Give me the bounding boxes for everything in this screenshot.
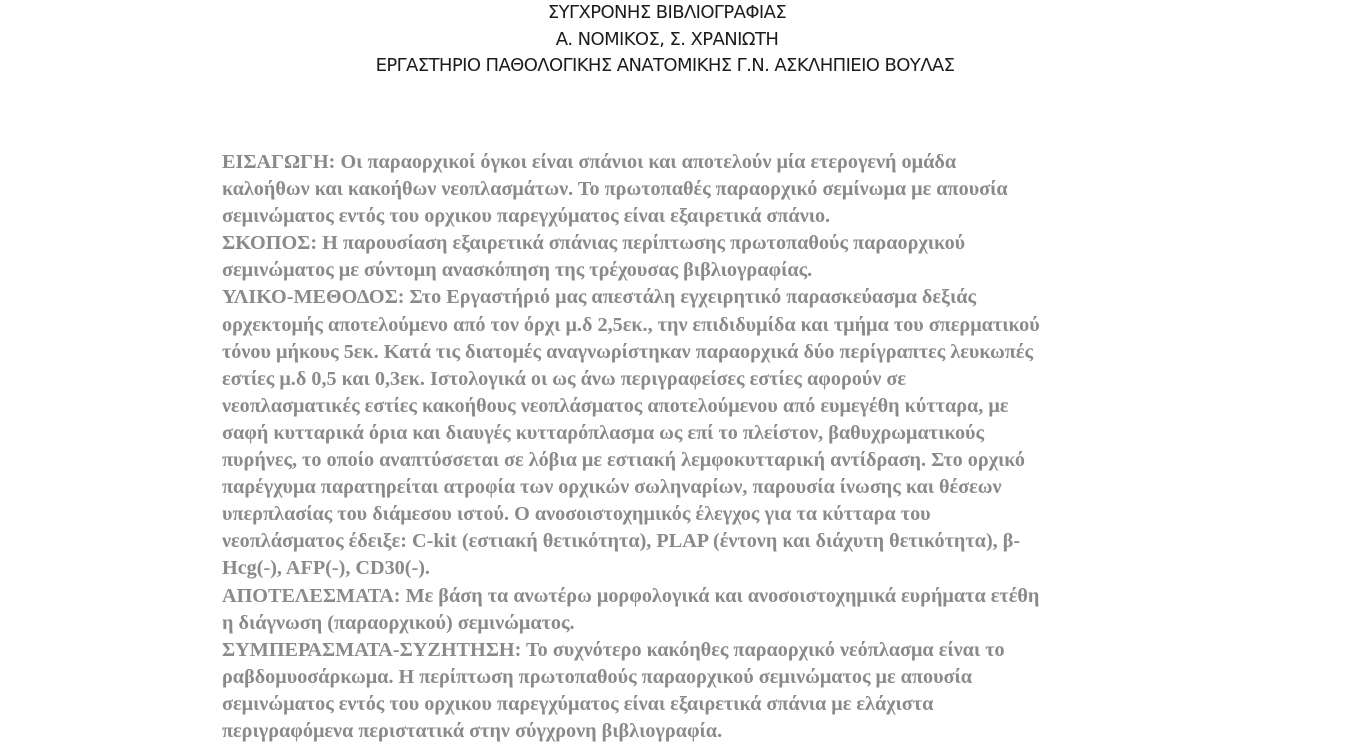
section-text-aim: Η παρουσίαση εξαιρετικά σπάνιας περίπτωσης πρωτοπαθούς παραορχικού σεμινώματος με σύντομη ανασκόπηση της τρέχουσας βιβλιογραφίας. (222, 232, 966, 282)
section-text-methods: Στο Εργαστήριό μας απεστάλη εγχειρητικό παρασκεύασμα δεξιάς ορχεκτομής αποτελούμενο από τον όρχι μ.δ 2,5εκ., την επιδιδυμίδα και τμήμα του σπερματικού τόνου μήκους 5εκ. Κατά τις διατομές αναγνωρίστηκαν παραορχικά δύο περίγραπτες λευκωπές εστίες μ.δ 0,5 και 0,3εκ. Ιστολογικά οι ως άνω περιγραφείσες εστίες αφορούν σε νεοπλασματικές εστίες κακοήθους νεοπλάσματος αποτελούμενου από ευμεγέθη κύτταρα, με σαφή κυτταρικά όρια και διαυγές κυτταρόπλασμα ως επί το πλείστον, βαθυχρωματικούς πυρήνες, το οποίο αναπτύσσεται σε λόβια με εστιακή λεμφοκυτταρική αντίδραση. Στο ορχικό παρέγχυμα παρατηρείται ατροφία των ορχικών σωληναρίων, παρουσία ίνωσης και θέσεων υπερπλασίας του διάμεσου ιστού. Ο ανοσοιστοχημικός έλεγχος για τα κύτταρα του νεοπλάσματος έδειξε: C-kit (εστιακή θετικότητα), PLAP (έντονη και διάχυτη θετικότητα), β- Hcg(-), AFP(-), CD30(-). (222, 286, 1040, 580)
section-label-results: ΑΠΟΤΕΛΕΣΜΑΤΑ: (222, 584, 401, 607)
section-label-introduction: ΕΙΣΑΓΩΓΗ: (222, 151, 336, 173)
section-aim (222, 230, 1137, 284)
section-label-methods: ΥΛΙΚΟ-ΜΕΘΟΔΟΣ: (222, 286, 405, 309)
section-conclusions (222, 637, 1137, 745)
section-label-aim: ΣΚΟΠΟΣ: (222, 232, 318, 255)
header-line-subtitle: ΣΥΓΧΡΟΝΗΣ ΒΙΒΛΙΟΓΡΑΦΙΑΣ (547, 2, 787, 23)
section-text-results: Με βάση τα ανωτέρω μορφολογικά και ανοσοιστοχημικά ευρήματα ετέθη η διάγνωση (παραορχικού) σεμινώματος. (222, 584, 1040, 634)
abstract-body (222, 149, 1137, 745)
section-results (222, 583, 1137, 637)
section-label-conclusions: ΣΥΜΠΕΡΑΣΜΑΤΑ-ΣΥΖΗΤΗΣΗ: (222, 638, 522, 661)
section-methods (222, 284, 1137, 582)
section-text-introduction: Οι παραορχικοί όγκοι είναι σπάνιοι και αποτελούν μία ετερογενή ομάδα καλοήθων και κακοήθων νεοπλασμάτων. Το πρωτοπαθές παραορχικό σεμίνωμα με απουσία σεμινώματος εντός του ορχικου παρεγχύματος είναι εξαιρετικά σπάνιο. (222, 151, 1008, 228)
header-line-authors: Α. ΝΟΜΙΚΟΣ, Σ. ΧΡΑΝΙΩΤΗ (555, 29, 779, 50)
section-introduction (222, 149, 1137, 230)
header-line-affiliation: ΕΡΓΑΣΤΗΡΙΟ ΠΑΘΟΛΟΓΙΚΗΣ ΑΝΑΤΟΜΙΚΗΣ Γ.Ν. ΑΣΚΛΗΠΙΕΙΟ ΒΟΥΛΑΣ (375, 55, 955, 76)
section-text-conclusions: Το συχνότερο κακόηθες παραορχικό νεόπλασμα είναι το ραβδομυοσάρκωμα. Η περίπτωση πρωτοπαθούς παραορχικού σεμινώματος με απουσία σεμινώματος εντός του ορχικου παρεγχύματος είναι εξαιρετικά σπάνια με ελάχιστα περιγραφόμενα περιστατικά στην σύγχρονη βιβλιογραφία. (222, 638, 1005, 742)
